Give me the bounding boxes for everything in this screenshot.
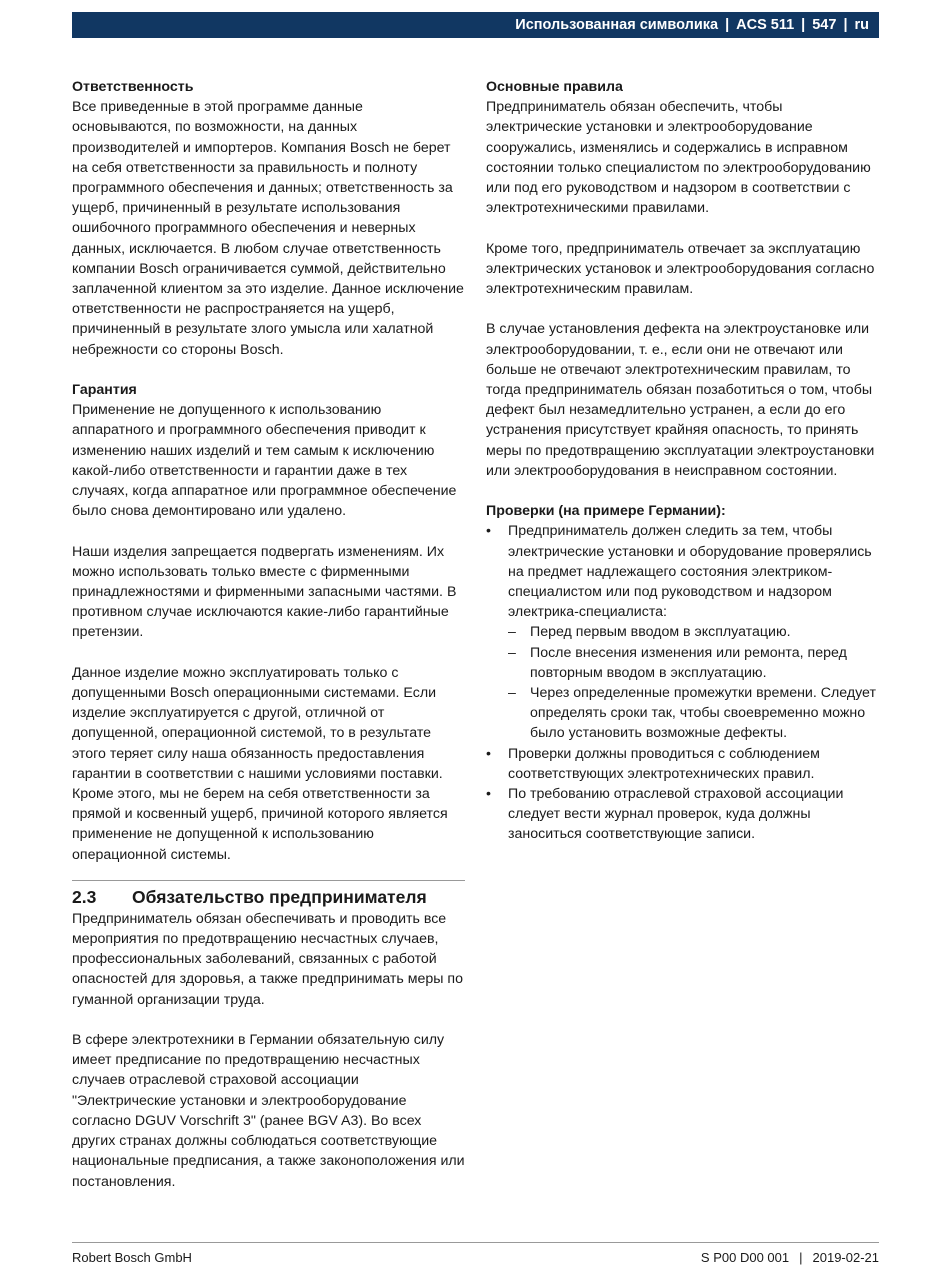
list-item-text: По требованию отраслевой страховой ассоциации следует вести журнал проверок, куда должны заноситься соответствующие записи. — [508, 786, 844, 843]
inspections-list — [486, 521, 879, 844]
sub-list-item-text: После внесения изменения или ремонта, перед повторным вводом в эксплуатацию. — [530, 644, 847, 681]
bullet-icon: • — [486, 786, 491, 803]
dash-icon: – — [508, 624, 516, 641]
right-column — [486, 77, 879, 845]
list-item-text: Проверки должны проводиться с соблюдением соответствующих электротехнических правил. — [508, 745, 820, 782]
footer-company: Robert Bosch GmbH — [72, 1250, 192, 1265]
sub-list-item-text: Через определенные промежутки времени. Следует определять сроки так, чтобы своевременно можно было установить возможные дефекты. — [530, 685, 876, 742]
left-column — [72, 77, 465, 1192]
header-separator: | — [801, 17, 806, 33]
warranty-paragraph-2: Наши изделия запрещается подвергать изменениям. Их можно использовать только вместе с фирменными принадлежностями и фирменными запасными частями. В противном случае исключаются какие-либо гарантийные претензии. — [72, 543, 457, 641]
section-number: 2.3 — [72, 886, 97, 907]
footer — [72, 1250, 879, 1265]
footer-right — [701, 1250, 879, 1265]
list-item — [486, 744, 879, 784]
entrepreneur-paragraph-1: Предприниматель обязан обеспечивать и проводить все мероприятия по предотвращению несчастных случаев, профессиональных заболеваний, связанных с работой опасностей для здоровья, а также предпринимать меры по гуманной организации труда. — [72, 910, 463, 1008]
sub-list-item-text: Перед первым вводом в эксплуатацию. — [530, 624, 791, 641]
header-language: ru — [854, 17, 869, 33]
sub-list — [508, 622, 879, 743]
entrepreneur-paragraph-2: В сфере электротехники в Германии обязательную силу имеет предписание по предотвращению несчастных случаев отраслевой страховой ассоциации "Электрические установки и электрооборудование согласно DGUV Vorschrift 3" (ранее BGV A3). Во всех других странах должны соблюдаться соответствующие национальные предписания, а также законоположения или постановления. — [72, 1032, 465, 1190]
bullet-icon: • — [486, 745, 491, 762]
basic-rules-heading: Основные правила — [486, 79, 623, 95]
list-item-text: Предприниматель должен следить за тем, чтобы электрические установки и оборудование проверялись на предмет надлежащего состояния электриком-специалистом или под руководством и надзором электрика-специалиста: — [508, 523, 872, 621]
sub-list-item — [508, 643, 879, 683]
header-separator: | — [843, 17, 848, 33]
footer-divider — [72, 1242, 879, 1243]
dash-icon: – — [508, 644, 516, 661]
header-bar — [72, 12, 879, 38]
header-separator: | — [725, 17, 730, 33]
basic-rules-paragraph-3: В случае установления дефекта на электроустановке или электрооборудовании, т. е., если они не отвечают или больше не отвечают электротехническим правилам, то тогда предприниматель обязан позаботиться о том, чтобы дефект был незамедлительно устранен, а если до его устранения присутствует крайняя опасность, то принять меры по предотвращению эксплуатации электроустановки или электрооборудования в неисправном состоянии. — [486, 321, 875, 479]
header-page-number: 547 — [812, 17, 837, 33]
list-item — [486, 521, 879, 743]
warranty-paragraph-1: Применение не допущенного к использованию аппаратного и программного обеспечения приводит к изменению наших изделий и тем самым к исключению какой-либо ответственности и гарантии даже в тех случаях, когда аппаратное или программное обеспечение было снова демонтировано или удалено. — [72, 402, 457, 520]
section-divider — [72, 880, 465, 909]
inspections-heading: Проверки (на примере Германии): — [486, 503, 726, 520]
responsibility-heading: Ответственность — [72, 79, 194, 95]
footer-date: 2019-02-21 — [812, 1250, 879, 1265]
list-item — [486, 784, 879, 845]
warranty-heading: Гарантия — [72, 382, 137, 399]
footer-separator: | — [799, 1250, 803, 1265]
sub-list-item — [508, 683, 879, 744]
sub-list-item — [508, 622, 879, 642]
basic-rules-paragraph-1: Предприниматель обязан обеспечить, чтобы электрические установки и электрооборудование сооружались, изменялись и содержались в исправном состоянии только специалистом по электрооборудованию или под его руководством и надзором в соответствии с электротехническими правилами. — [486, 99, 871, 217]
basic-rules-paragraph-2: Кроме того, предприниматель отвечает за эксплуатацию электрических установок и электрооборудования согласно электротехническим правилам. — [486, 240, 875, 298]
header-product: ACS 511 — [736, 17, 795, 33]
section-title: Обязательство предпринимателя — [132, 886, 427, 907]
dash-icon: – — [508, 685, 516, 702]
responsibility-paragraph: Все приведенные в этой программе данные основываются, по возможности, на данных производителей и импортеров. Компания Bosch не берет на себя ответственности за правильность и полноту программного обеспечения и данных; ответственность за ущерб, причиненный в результате использования ошибочного программного обеспечения и неверных данных, исключается. В любом случае ответственность компании Bosch ограничивается суммой, действительно заплаченной клиентом за это изделие. Данное исключение ответственности не распространяется на ущерб, причиненный в результате злого умысла или халатной небрежности со стороны Bosch. — [72, 99, 464, 358]
footer-doc-id: S P00 D00 001 — [700, 1250, 790, 1265]
header-title: Использованная символика — [515, 17, 719, 33]
warranty-paragraph-3: Данное изделие можно эксплуатировать только с допущенными Bosch операционными системами. Если изделие эксплуатируется с другой, отличной от допущенной, операционной системой, то в результате этого теряет силу наша обязанность предоставления гарантии в соответствии с нашими условиями поставки. Кроме этого, мы не берем на себя ответственности за прямой и косвенный ущерб, причиной которого является применение не допущенной к использованию операционной системы. — [72, 664, 448, 863]
section-heading — [72, 885, 465, 909]
bullet-icon: • — [486, 523, 491, 540]
